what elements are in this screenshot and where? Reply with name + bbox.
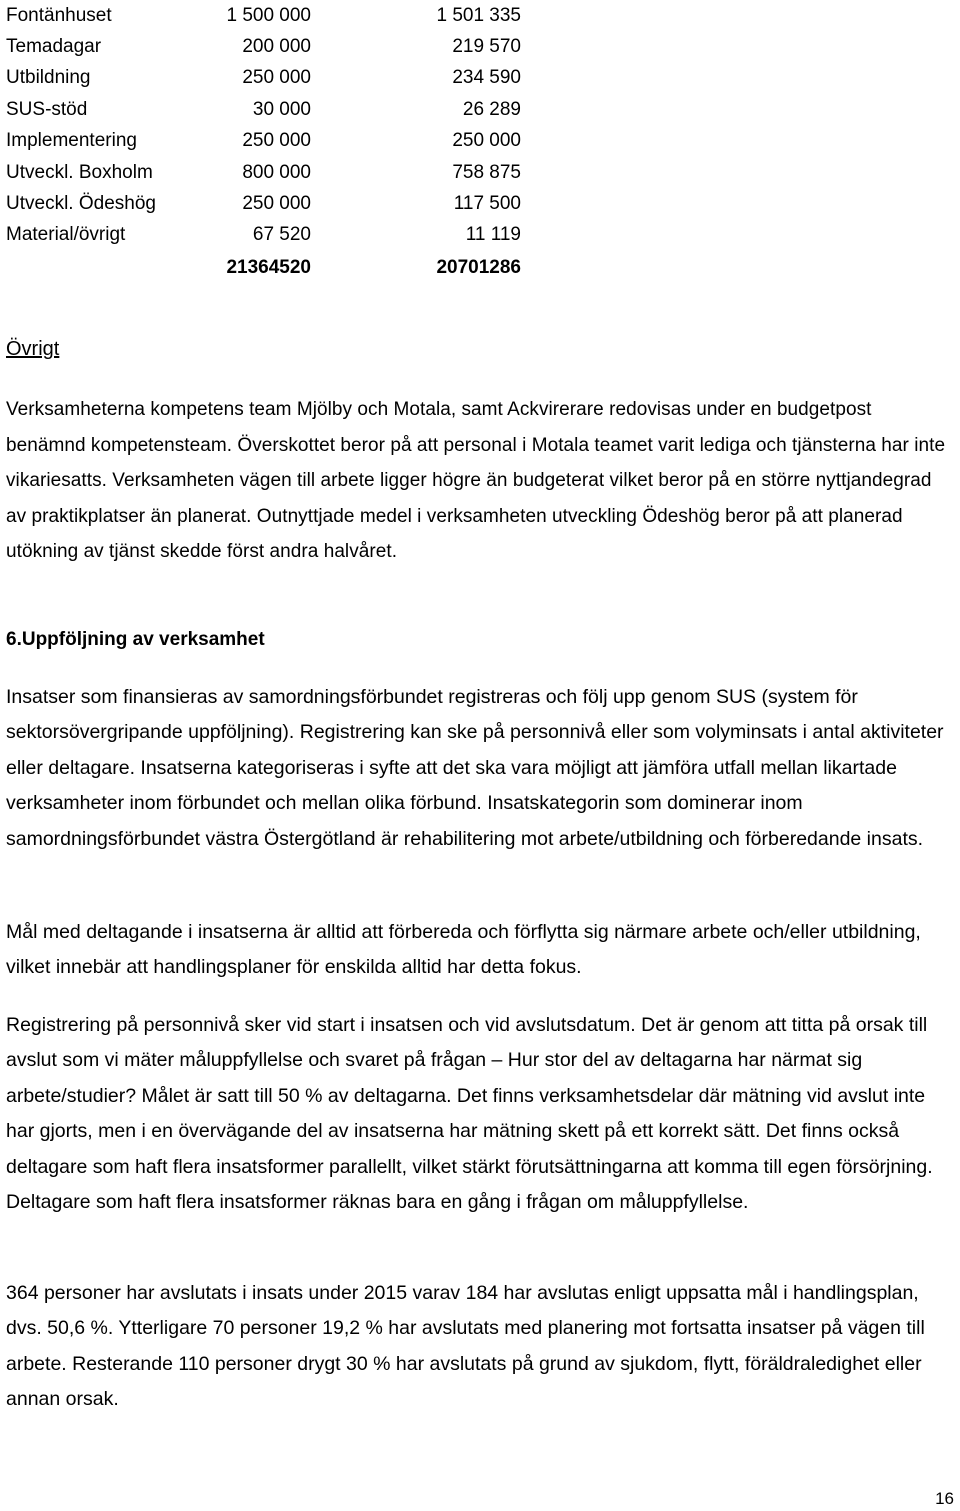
total-label-cell bbox=[6, 251, 221, 285]
total-outcome: 20701286 bbox=[436, 257, 521, 279]
row-label: SUS-stöd bbox=[6, 98, 88, 120]
budget-value: 250 000 bbox=[242, 130, 311, 152]
row-label: Fontänhuset bbox=[6, 4, 112, 26]
table-row bbox=[6, 126, 521, 157]
budget-table-body bbox=[6, 0, 521, 285]
outcome-value: 26 289 bbox=[462, 98, 521, 120]
table-row bbox=[6, 157, 521, 188]
ovrigt-heading: Övrigt bbox=[6, 338, 60, 360]
outcome-value: 1 501 335 bbox=[436, 4, 521, 26]
row-label: Utbildning bbox=[6, 67, 91, 89]
budget-table bbox=[6, 0, 521, 285]
followup-paragraph-1: Insatser som finansieras av samordningsförbundet registreras och följ upp genom SUS (system för sektorsövergripande uppföljning). Registrering kan ske på personnivå eller som volyminsats i antal aktiviteter eller deltagare. Insatserna kategoriseras i syfte att det ska vara möjligt att jämföra utfall mellan likartade verksamheter inom förbundet och mellan olika förbund. Insatskategorin som dominerar inom samordningsförbundet västra Östergötland är rehabilitering mot arbete/utbildning och förberedande insats. bbox=[6, 686, 944, 850]
row-label: Utveckl. Boxholm bbox=[6, 161, 153, 183]
ovrigt-paragraph: Verksamheterna kompetens team Mjölby och Motala, samt Ackvirerare redovisas under en budgetpost benämnd kompetensteam. Överskottet beror på att personal i Motala teamet varit lediga och tjänsterna har inte vikariesatts. Verksamheten vägen till arbete ligger högre än budgeterat vilket beror på en större nyttjandegrad av praktikplatser än planerat. Outnyttjade medel i verksamheten utveckling Ödeshög beror på att planerad utökning av tjänst skedde först andra halvåret. bbox=[6, 399, 946, 563]
budget-value: 200 000 bbox=[242, 36, 311, 58]
budget-value: 250 000 bbox=[242, 67, 311, 89]
page-number: 16 bbox=[935, 1489, 954, 1508]
table-row bbox=[6, 188, 521, 219]
outcome-value: 11 119 bbox=[465, 224, 521, 246]
outcome-value: 758 875 bbox=[452, 161, 521, 183]
budget-value: 800 000 bbox=[242, 161, 311, 183]
budget-value: 250 000 bbox=[242, 193, 311, 215]
total-row bbox=[6, 251, 521, 285]
table-row bbox=[6, 0, 521, 31]
section-6-heading: 6.Uppföljning av verksamhet bbox=[6, 629, 265, 650]
budget-value: 1 500 000 bbox=[226, 4, 311, 26]
outcome-value: 117 500 bbox=[453, 193, 521, 215]
table-row bbox=[6, 94, 521, 125]
row-label: Temadagar bbox=[6, 36, 102, 58]
followup-paragraph-3: Registrering på personnivå sker vid start i insatsen och vid avslutsdatum. Det är genom att titta på orsak till avslut som vi mäter måluppfyllelse och svaret på frågan – Hur stor del av deltagarna har närmat sig arbete/studier? Målet är satt till 50 % av deltagarna. Det finns verksamhetsdelar där mätning vid avslut inte har gjorts, men i en övervägande del av insatserna har mätning skett på ett korrekt sätt. Det finns också deltagare som haft flera insatsformer parallellt, vilket stärkt förutsättningarna att komma till egen försörjning. Deltagare som haft flera insatsformer räknas bara en gång i frågan om måluppfyllelse. bbox=[6, 1014, 933, 1214]
outcome-value: 234 590 bbox=[452, 67, 521, 89]
row-label: Material/övrigt bbox=[6, 224, 126, 246]
table-row bbox=[6, 63, 521, 94]
budget-value: 30 000 bbox=[252, 98, 311, 120]
total-budget: 21364520 bbox=[226, 257, 311, 279]
outcome-value: 250 000 bbox=[452, 130, 521, 152]
table-row bbox=[6, 220, 521, 251]
outcome-value: 219 570 bbox=[452, 36, 521, 58]
followup-paragraph-2: Mål med deltagande i insatserna är alltid att förbereda och förflytta sig närmare arbete och/eller utbildning, vilket innebär att handlingsplaner för enskilda alltid har detta fokus. bbox=[6, 921, 921, 979]
row-label: Utveckl. Ödeshög bbox=[6, 193, 156, 215]
budget-value: 67 520 bbox=[252, 224, 311, 246]
row-label: Implementering bbox=[6, 130, 137, 152]
followup-paragraph-4: 364 personer har avslutats i insats under 2015 varav 184 har avslutas enligt uppsatta mål i handlingsplan, dvs. 50,6 %. Ytterligare 70 personer 19,2 % har avslutats med planering mot fortsatta insatser på vägen till arbete. Resterande 110 personer drygt 30 % har avslutats på grund av sjukdom, flytt, föräldraledighet eller annan orsak. bbox=[6, 1282, 925, 1411]
table-row bbox=[6, 31, 521, 62]
